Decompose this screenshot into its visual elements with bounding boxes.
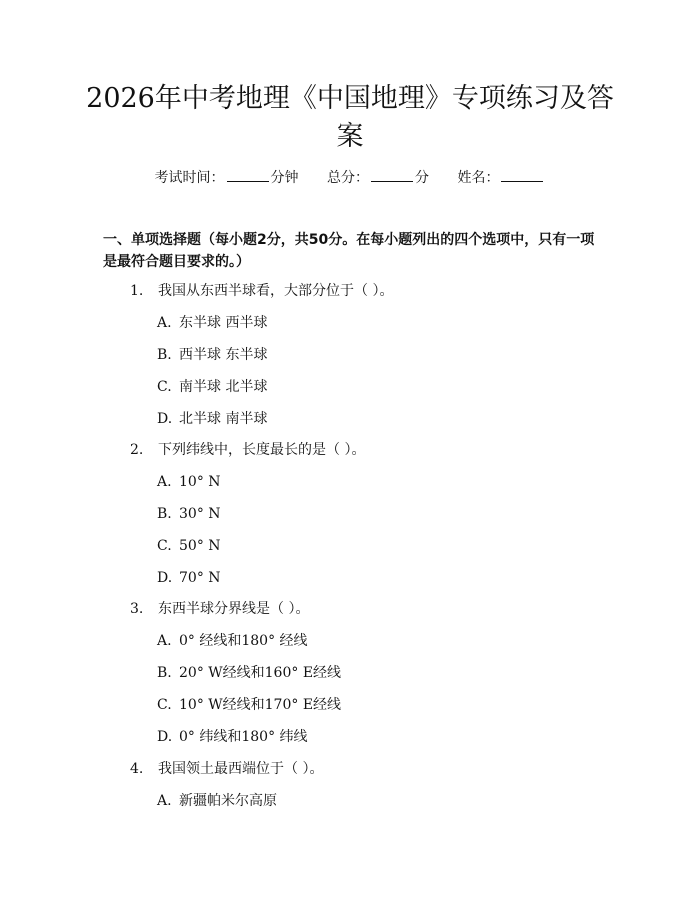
section-heading: 一、单项选择题（每小题2分，共50分。在每小题列出的四个选项中，只有一项是最符合题目要求的。）: [103, 232, 595, 270]
question-number: 2.: [130, 442, 144, 458]
page-title: [60, 80, 640, 156]
option-text: 20° W经线和160° E经线: [179, 665, 342, 681]
question-1-option-d: [157, 409, 267, 429]
question-1-option-c: [157, 377, 267, 397]
title-line-1: 2026年中考地理《中国地理》专项练习及答: [86, 83, 614, 114]
question-text: 我国从东西半球看，大部分位于（ ）。: [158, 283, 394, 299]
student-name-label: 姓名：: [457, 170, 500, 186]
option-text: 西半球 东半球: [179, 347, 268, 363]
option-letter: C.: [157, 379, 172, 395]
option-letter: D.: [157, 729, 173, 745]
option-text: 10° W经线和170° E经线: [179, 697, 342, 713]
question-1-option-b: [157, 345, 267, 365]
question-number: 3.: [130, 601, 144, 617]
total-score-label: 总分：: [327, 170, 369, 186]
question-2-option-b: [157, 504, 221, 524]
option-text: 北半球 南半球: [179, 411, 268, 427]
option-text: 0° 纬线和180° 纬线: [179, 729, 308, 745]
question-text: 东西半球分界线是（ ）。: [158, 601, 310, 617]
option-letter: A.: [157, 793, 172, 809]
option-text: 南半球 北半球: [179, 379, 268, 395]
option-letter: D.: [157, 570, 173, 586]
total-score-blank[interactable]: [371, 169, 413, 182]
option-letter: C.: [157, 538, 172, 554]
option-letter: A.: [157, 474, 172, 490]
option-letter: B.: [157, 506, 172, 522]
exam-time-label: 考试时间：: [154, 170, 225, 186]
option-letter: A.: [157, 633, 172, 649]
option-letter: C.: [157, 697, 172, 713]
question-2-option-d: [157, 568, 221, 588]
question-number: 4.: [130, 761, 144, 777]
option-text: 10° N: [179, 474, 221, 490]
total-score-unit: 分: [415, 170, 429, 186]
question-3-option-a: [157, 631, 308, 651]
title-line-2: 案: [336, 121, 364, 152]
student-name-blank[interactable]: [501, 169, 543, 182]
exam-time-unit: 分钟: [270, 170, 299, 186]
option-text: 50° N: [179, 538, 221, 554]
option-letter: D.: [157, 411, 173, 427]
question-1-option-a: [157, 313, 267, 333]
question-4: [130, 759, 323, 779]
question-2-option-c: [157, 536, 221, 556]
total-score-field: [327, 170, 433, 186]
exam-time-blank[interactable]: [227, 169, 269, 182]
question-2-option-a: [157, 472, 221, 492]
question-text: 我国领土最西端位于（ ）。: [158, 761, 324, 777]
exam-time-field: [155, 170, 303, 186]
option-letter: B.: [157, 665, 172, 681]
question-3: [130, 599, 309, 619]
option-text: 30° N: [179, 506, 221, 522]
question-3-option-c: [157, 695, 341, 715]
exam-meta-line: [0, 168, 700, 188]
question-3-option-d: [157, 727, 308, 747]
question-3-option-b: [157, 663, 341, 683]
question-1: [130, 281, 393, 301]
question-2: [130, 440, 365, 460]
student-name-field: [457, 170, 545, 186]
option-letter: A.: [157, 315, 172, 331]
option-text: 0° 经线和180° 经线: [179, 633, 308, 649]
option-text: 70° N: [179, 570, 221, 586]
question-number: 1.: [130, 283, 144, 299]
question-text: 下列纬线中，长度最长的是（ ）。: [158, 442, 366, 458]
option-text: 东半球 西半球: [179, 315, 268, 331]
question-4-option-a: [157, 791, 277, 811]
option-text: 新疆帕米尔高原: [179, 793, 277, 809]
option-letter: B.: [157, 347, 172, 363]
